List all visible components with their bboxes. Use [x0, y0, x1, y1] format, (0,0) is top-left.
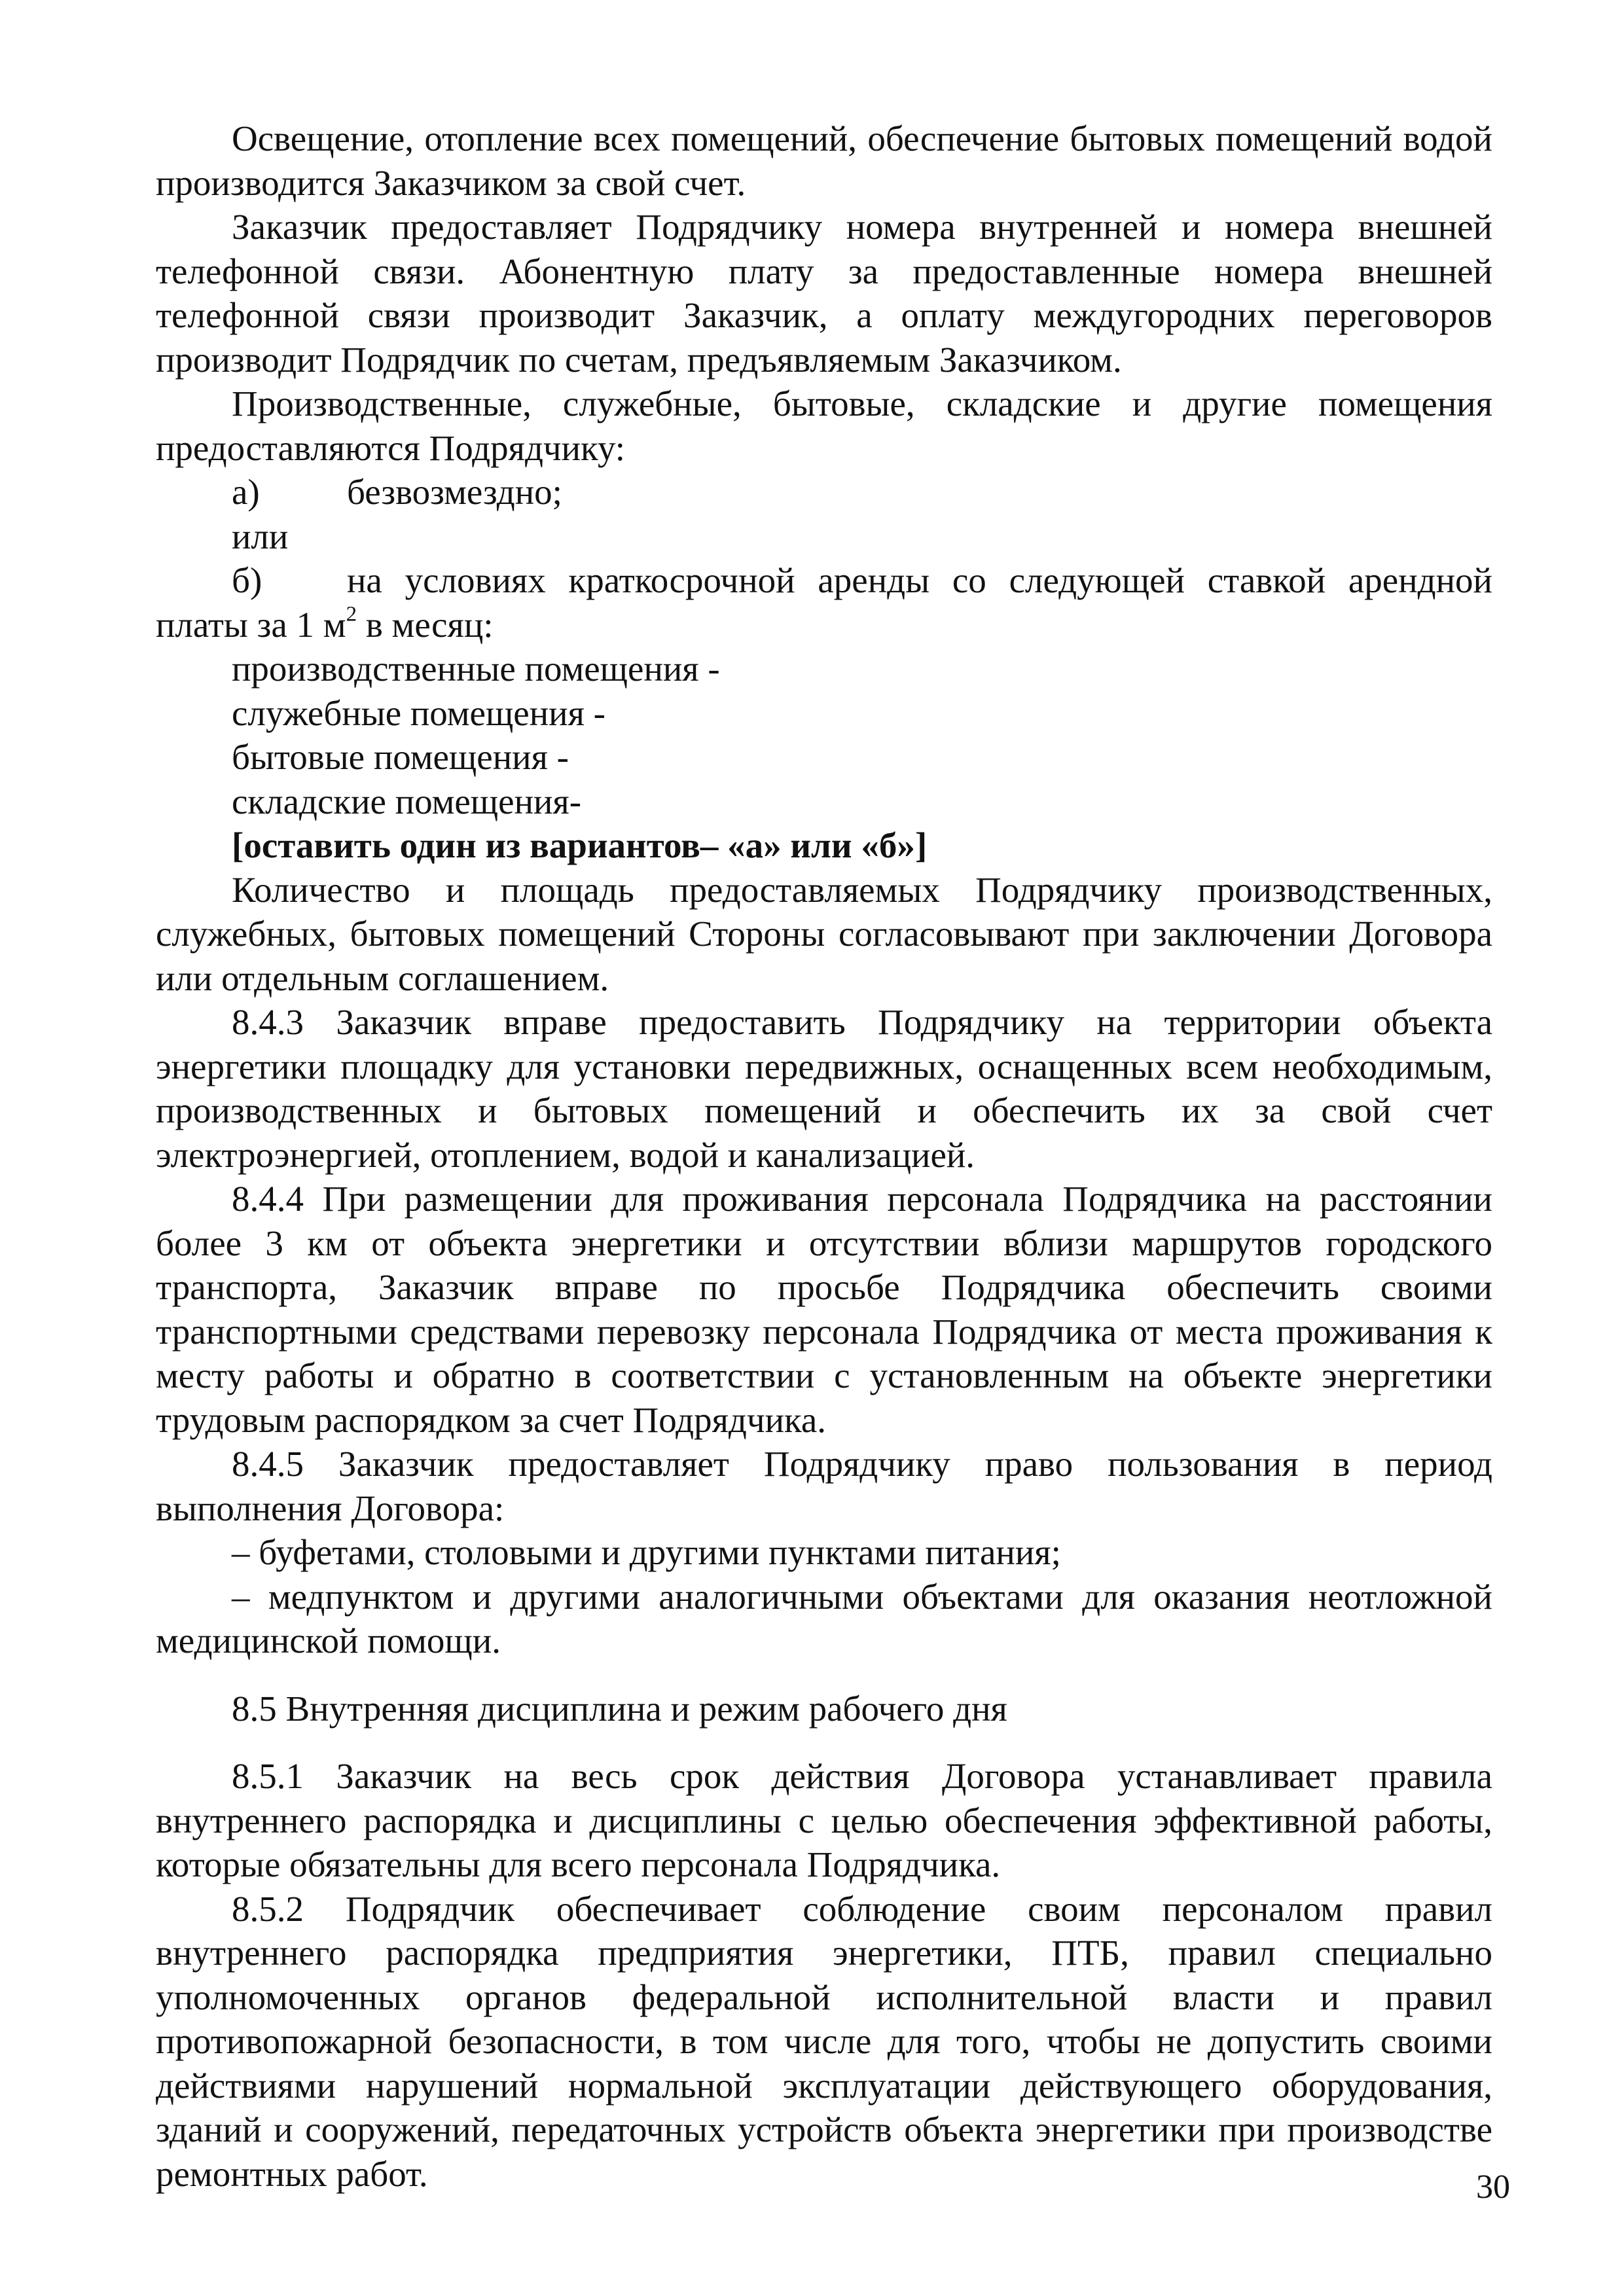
paragraph-lighting: Освещение, отопление всех помещений, обеспечение бытовых помещений водой производится Заказчиком за свой счет.	[156, 118, 1492, 203]
paragraph-8-4-3: 8.4.3 Заказчик вправе предоставить Подрядчику на территории объекта энергетики площадку для установки передвижных, оснащенных всем необходимым, производственных и бытовых помещений и обеспечить их за свой счет электроэнергией, отоплением, водой и канализацией.	[156, 1002, 1492, 1175]
rent-office: служебные помещения -	[232, 692, 605, 733]
option-b-text-after: в месяц:	[357, 604, 494, 645]
section-spacer	[156, 1731, 1492, 1754]
list-item-canteens: – буфетами, столовыми и другими пунктами питания;	[232, 1532, 1061, 1572]
section-spacer	[156, 1663, 1492, 1687]
paragraph-quantity: Количество и площадь предоставляемых Подрядчику производственных, служебных, бытовых помещений Стороны согласовывают при заключении Договора или отдельным соглашением.	[156, 869, 1492, 998]
rent-household: бытовые помещения -	[232, 737, 569, 777]
option-a-label: а)	[232, 472, 260, 512]
paragraph-8-5-2: 8.5.2 Подрядчик обеспечивает соблюдение своим персоналом правил внутреннего распорядка предприятия энергетики, ПТБ, правил специально уполномоченных органов федеральной исполнительной власти и правил противопожарной безопасности, в том числе для того, чтобы не допустить своими действиями нарушений нормальной эксплуатации действующего оборудования, зданий и сооружений, передаточных устройств объекта энергетики при производстве ремонтных работ.	[156, 1888, 1492, 2194]
bold-note: [оставить один из вариантов– «а» или «б»]	[232, 825, 928, 865]
paragraph-premises: Производственные, служебные, бытовые, складские и другие помещения предоставляются Подрядчику:	[156, 384, 1492, 468]
rent-production: производственные помещения -	[232, 649, 720, 689]
option-b-text-before: на условиях краткосрочной аренды со следующей ставкой арендной платы за 1 м	[156, 560, 1492, 645]
option-or: или	[232, 516, 289, 556]
option-a-text: безвозмездно;	[347, 472, 562, 512]
list-item-medical: – медпунктом и другими аналогичными объектами для оказания неотложной медицинской помощи.	[156, 1576, 1492, 1660]
section-heading-8-5: 8.5 Внутренняя дисциплина и режим рабочего дня	[232, 1688, 1007, 1729]
option-b	[156, 558, 1492, 647]
page-number: 30	[1476, 2168, 1510, 2206]
option-a	[156, 470, 1492, 514]
paragraph-phone: Заказчик предоставляет Подрядчику номера внутренней и номера внешней телефонной связи. Абонентную плату за предоставленные номера внешней телефонной связи производит Заказчик, а оплату междугородних переговоров производит Подрядчик по счетам, предъявляемым Заказчиком.	[156, 207, 1492, 380]
paragraph-8-5-1: 8.5.1 Заказчик на весь срок действия Договора устанавливает правила внутреннего распорядка и дисциплины с целью обеспечения эффективной работы, которые обязательны для всего персонала Подрядчика.	[156, 1756, 1492, 1884]
option-b-superscript: 2	[346, 601, 357, 626]
paragraph-8-4-5: 8.4.5 Заказчик предоставляет Подрядчику право пользования в период выполнения Договора:	[156, 1444, 1492, 1528]
option-b-label: б)	[232, 560, 262, 600]
document-body	[156, 117, 1492, 2196]
rent-storage: складские помещения-	[232, 781, 582, 821]
paragraph-8-4-4: 8.4.4 При размещении для проживания персонала Подрядчика на расстоянии более 3 км от объекта энергетики и отсутствии вблизи маршрутов городского транспорта, Заказчик вправе по просьбе Подрядчика обеспечить своими транспортными средствами перевозку персонала Подрядчика от места проживания к месту работы и обратно в соответствии с установленным на объекте энергетики трудовым распорядком за счет Подрядчика.	[156, 1179, 1492, 1440]
